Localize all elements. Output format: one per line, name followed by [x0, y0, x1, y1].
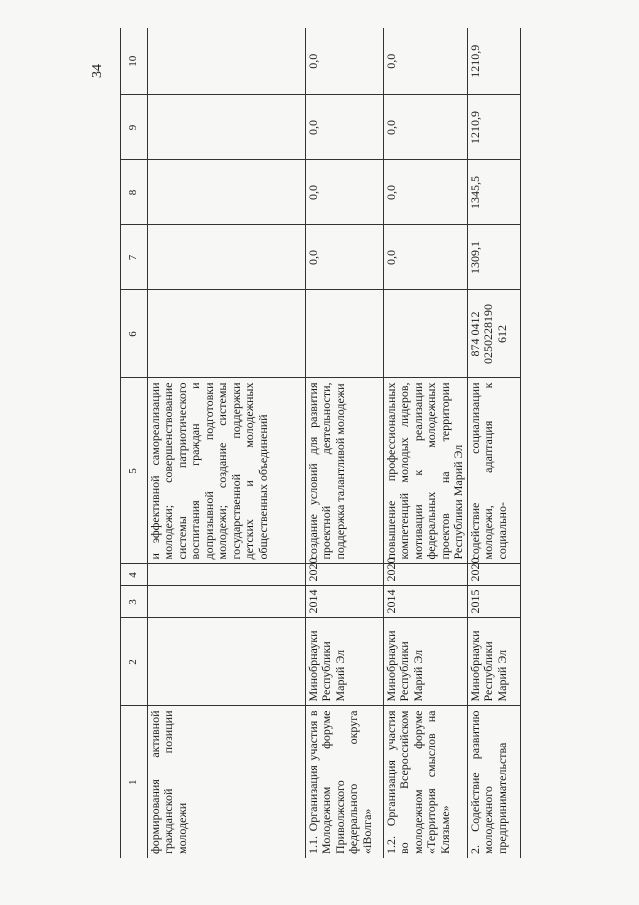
column-header: 5: [121, 378, 148, 564]
expected-result: создание условий для развития проектной деятельности, поддержка талантливой молодежи: [305, 378, 383, 564]
end-year: 2020: [383, 564, 467, 586]
table-row: [147, 28, 305, 858]
column-header: 10: [121, 28, 148, 95]
value-cell: 0,0: [383, 28, 467, 95]
value-cell: 0,0: [305, 28, 383, 95]
start-year: [147, 586, 305, 618]
column-header: 4: [121, 564, 148, 586]
rotated-table-region: [120, 28, 625, 858]
value-cell: [147, 28, 305, 95]
value-cell: 0,0: [383, 95, 467, 160]
table-row: [305, 28, 383, 858]
value-cell: 0,0: [383, 160, 467, 225]
value-cell: 0,0: [305, 225, 383, 290]
budget-code: [147, 290, 305, 378]
column-header: 3: [121, 586, 148, 618]
expected-result: и эффективной самореализации молодежи; совершенствование системы патриотического воспитания граждан и допризывной подготовки молодежи; создание системы государственной поддержки детских и молодежных общественных объединений: [147, 378, 305, 564]
table-row: [467, 28, 520, 858]
executor: Минобрнауки Республики Марий Эл: [305, 618, 383, 706]
column-header: 7: [121, 225, 148, 290]
value-cell: [147, 95, 305, 160]
column-header: 2: [121, 618, 148, 706]
end-year: 2020: [305, 564, 383, 586]
program-table: [120, 28, 521, 858]
value-cell: [147, 225, 305, 290]
start-year: 2015: [467, 586, 520, 618]
budget-code: 874 0412 0250228190 612: [467, 290, 520, 378]
value-cell: 1210,9: [467, 28, 520, 95]
budget-code: [383, 290, 467, 378]
page-number: 34: [90, 64, 105, 78]
header-row: [121, 28, 148, 858]
executor: Минобрнауки Республики Марий Эл: [467, 618, 520, 706]
activity-name: 2. Содействие развитию молодежного предпринимательства: [467, 706, 520, 858]
executor: Минобрнауки Республики Марий Эл: [383, 618, 467, 706]
expected-result: повышение профессиональных компетенций молодых лидеров, мотивации к реализации федеральных молодежных проектов на территории Республики Марий Эл: [383, 378, 467, 564]
value-cell: 1210,9: [467, 95, 520, 160]
value-cell: [147, 160, 305, 225]
value-cell: 0,0: [305, 160, 383, 225]
value-cell: 1345,5: [467, 160, 520, 225]
value-cell: 0,0: [383, 225, 467, 290]
end-year: 2020: [467, 564, 520, 586]
value-cell: 0,0: [305, 95, 383, 160]
value-cell: 1309,1: [467, 225, 520, 290]
activity-name: 1.1. Организация участия в Молодежном форуме Приволжского федерального округа «iВолга»: [305, 706, 383, 858]
table-row: [383, 28, 467, 858]
budget-code: [305, 290, 383, 378]
expected-result: содействие социализации молодежи, адаптация к социально-: [467, 378, 520, 564]
column-header: 9: [121, 95, 148, 160]
column-header: 1: [121, 706, 148, 858]
start-year: 2014: [383, 586, 467, 618]
activity-name: формирования активной гражданской позиции молодежи: [147, 706, 305, 858]
column-header: 6: [121, 290, 148, 378]
executor: [147, 618, 305, 706]
column-header: 8: [121, 160, 148, 225]
end-year: [147, 564, 305, 586]
activity-name: 1.2. Организация участия во Всероссийском молодежном форуме «Территория смыслов на Клязьме»: [383, 706, 467, 858]
start-year: 2014: [305, 586, 383, 618]
